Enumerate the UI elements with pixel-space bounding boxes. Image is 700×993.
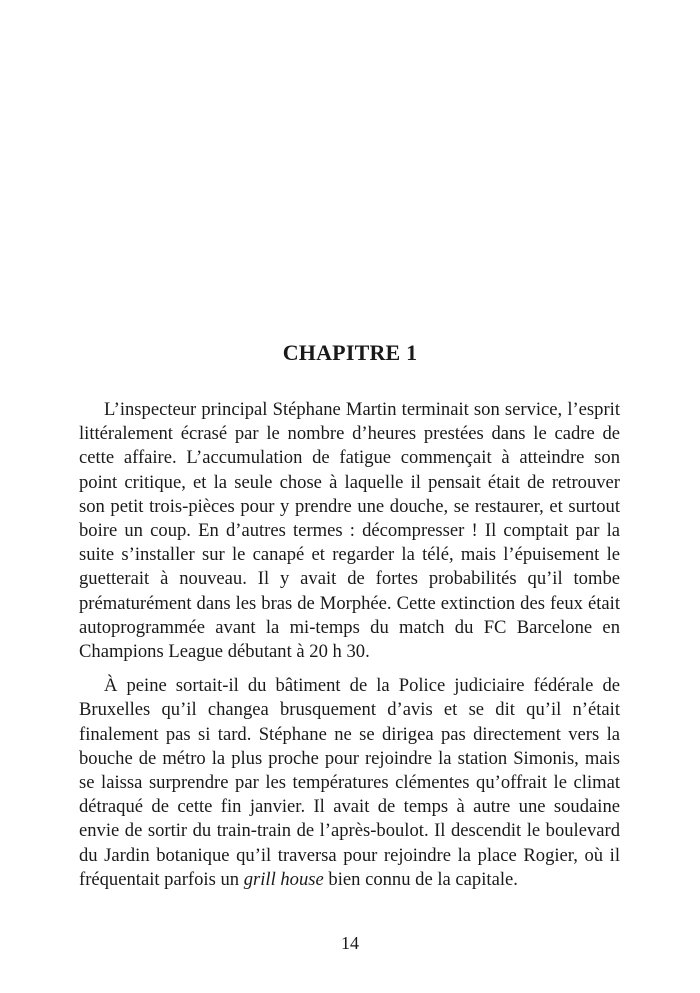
paragraph-1: L’inspecteur principal Stéphane Martin terminait son service, l’esprit littéralement écrasé par le nombre d’heures prestées dans le cadre de cette affaire. L’accumulation de fatigue commençait à atteindre son point critique, et la seule chose à laquelle il pensait était de retrouver son petit trois-pièces pour y prendre une douche, se restaurer, et surtout boire un coup. En d’autres termes : décompresser ! Il comptait par la suite s’installer sur le canapé et regarder la télé, mais l’épuisement le guetterait à nouveau. Il y avait de fortes probabilités qu’il tombe prématurément dans les bras de Morphée. Cette extinction des feux était autoprogrammée avant la mi-temps du match du FC Barcelone en Champions League débutant à 20 h 30. <box>79 399 620 663</box>
paragraph-2-text-end: bien connu de la capitale. <box>323 868 518 890</box>
page-number: 14 <box>341 933 359 953</box>
paragraph-2 <box>79 674 620 892</box>
chapter-title: CHAPITRE 1 <box>282 340 418 365</box>
paragraph-2-italic-term: grill house <box>243 868 324 890</box>
paragraph-2-text-start: À peine sortait-il du bâtiment de la Police judiciaire fédérale de Bruxelles qu’il changea brusquement d’avis et se dit qu’il n’était finalement pas si tard. Stéphane ne se dirigea pas directement vers la bouche de métro la plus proche pour rejoindre la station Simonis, mais se laissa surprendre par les températures clémentes qu’offrait le climat détraqué de cette fin janvier. Il avait de temps à autre une soudaine envie de sortir du train-train de l’après-boulot. Il descendit le boulevard du Jardin botanique qu’il traversa pour rejoindre la place Rogier, où il fréquentait parfois un <box>79 675 620 890</box>
chapter-body <box>79 398 620 892</box>
